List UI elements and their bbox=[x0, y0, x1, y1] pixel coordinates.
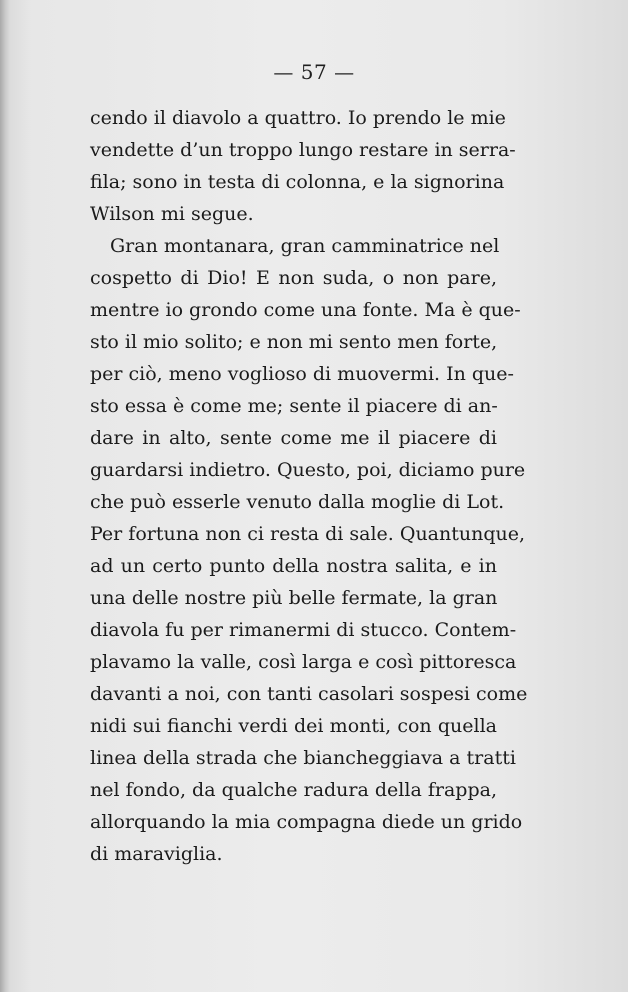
paragraph-1 bbox=[90, 102, 516, 230]
text-line: linea della strada che biancheggiava a tratti bbox=[90, 747, 516, 769]
text-line: che può esserle venuto dalla moglie di Lot. bbox=[90, 491, 505, 513]
text-line: mentre io grondo come una fonte. Ma è que- bbox=[90, 299, 521, 321]
text-line: Gran montanara, gran camminatrice nel bbox=[110, 235, 500, 257]
text-line: ad un certo punto della nostra salita, e in bbox=[90, 555, 497, 577]
text-line: nidi sui fianchi verdi dei monti, con quella bbox=[90, 715, 497, 737]
page-text bbox=[90, 102, 528, 870]
paragraph-2 bbox=[90, 230, 528, 870]
page-edge-shadow bbox=[0, 0, 10, 992]
text-line: dare in alto, sente come me il piacere di bbox=[90, 427, 497, 449]
text-line: cospetto di Dio! E non suda, o non pare, bbox=[90, 267, 497, 289]
text-line: allorquando la mia compagna diede un grido bbox=[90, 811, 523, 833]
text-line: Per fortuna non ci resta di sale. Quantunque, bbox=[90, 523, 526, 545]
text-line: di maraviglia. bbox=[90, 843, 223, 865]
text-line: nel fondo, da qualche radura della frappa, bbox=[90, 779, 497, 801]
text-line: Wilson mi segue. bbox=[90, 203, 254, 225]
text-line: fila; sono in testa di colonna, e la signorina bbox=[90, 171, 505, 193]
text-line: per ciò, meno voglioso di muovermi. In que- bbox=[90, 363, 514, 385]
text-line: sto il mio solito; e non mi sento men forte, bbox=[90, 331, 498, 353]
text-line: plavamo la valle, così larga e così pittoresca bbox=[90, 651, 517, 673]
text-line: davanti a noi, con tanti casolari sospesi come bbox=[90, 683, 528, 705]
text-line: sto essa è come me; sente il piacere di an- bbox=[90, 395, 498, 417]
text-line: guardarsi indietro. Questo, poi, diciamo pure bbox=[90, 459, 526, 481]
text-line: cendo il diavolo a quattro. Io prendo le mie bbox=[90, 107, 506, 129]
page-number: — 57 — bbox=[273, 60, 355, 84]
text-line: diavola fu per rimanermi di stucco. Contem- bbox=[90, 619, 517, 641]
text-line: una delle nostre più belle fermate, la gran bbox=[90, 587, 498, 609]
text-line: vendette d’un troppo lungo restare in serra- bbox=[90, 139, 516, 161]
